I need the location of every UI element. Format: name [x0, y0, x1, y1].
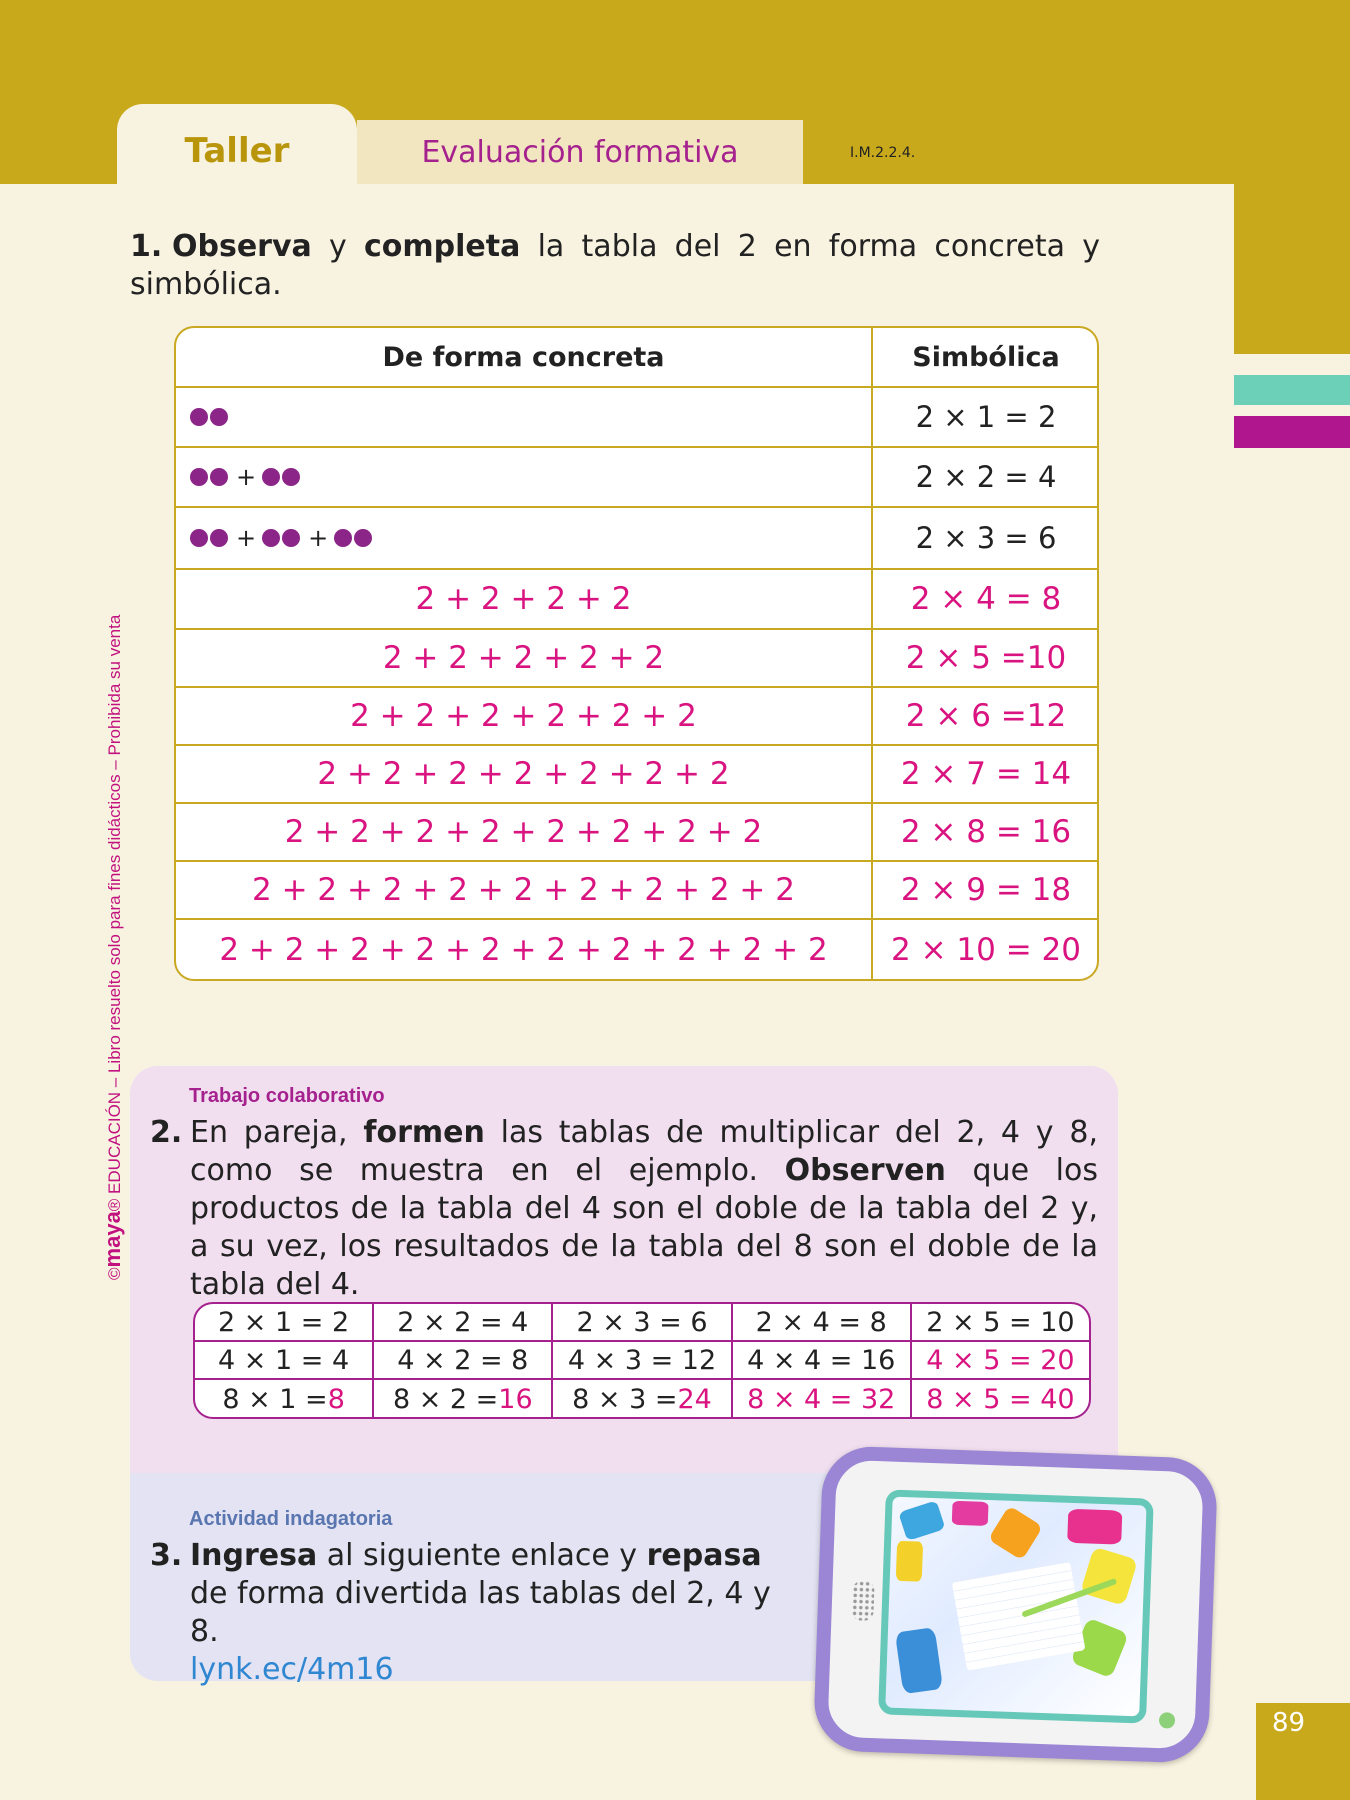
letter-magnet-shape: [1067, 1509, 1122, 1545]
table-cell: 4 × 5 = 20: [926, 1344, 1075, 1376]
header-concrete: De forma concreta: [382, 341, 665, 373]
worksheet-paper-shape: [952, 1561, 1086, 1670]
q3-number: 3.: [150, 1538, 183, 1573]
header-symbolic: Simbólica: [871, 328, 1099, 386]
table-cell: 2 × 1 = 2: [195, 1304, 374, 1340]
concrete-cell: 2 + 2 + 2 + 2 + 2: [382, 640, 665, 676]
table-row: [195, 1304, 1089, 1342]
table-cell: 4 × 4 = 16: [733, 1342, 912, 1378]
table-row: [176, 804, 1097, 862]
dot-icon: [282, 529, 300, 547]
tab-taller-label: Taller: [184, 131, 290, 171]
symbolic-cell: 2 × 10 = 20: [871, 920, 1099, 980]
tab-eval-label: Evaluación formativa: [421, 134, 739, 170]
dot-icon: [354, 529, 372, 547]
table-row: [176, 570, 1097, 630]
table-cell: 8 × 4 = 32: [733, 1380, 912, 1418]
dots-cell: + +: [176, 508, 871, 568]
teal-edge-tab: [1234, 375, 1350, 405]
symbolic-cell: 2 × 2 = 4: [871, 448, 1099, 506]
letter-magnet-shape: [988, 1505, 1043, 1560]
symbolic-cell: 2 × 4 = 8: [871, 570, 1099, 628]
tables-2-4-8: [193, 1302, 1091, 1419]
dots-cell: [176, 388, 871, 446]
label-actividad-indagatoria: Actividad indagatoria: [189, 1508, 393, 1530]
q2-text: En pareja, formen las tablas de multiplicar del 2, 4 y 8, como se muestra en el ejemplo. Observen que los productos de la tabla del 4 son el doble de la tabla del 2 y, a su vez, los resultados de la tabla del 8 son el doble de la tabla del 4.: [190, 1115, 1098, 1302]
table-row: [176, 862, 1097, 920]
symbolic-cell: 2 × 7 = 14: [871, 746, 1099, 802]
table-row: [176, 746, 1097, 804]
tab-evaluacion: [357, 120, 803, 184]
dot-icon: [210, 408, 228, 426]
table-header-row: [176, 328, 1097, 388]
table-cell: 8 × 5 = 40: [926, 1383, 1075, 1415]
table-cell: 2 × 4 = 8: [733, 1304, 912, 1340]
dot-icon: [210, 529, 228, 547]
curriculum-code: I.M.2.2.4.: [850, 145, 916, 161]
concrete-cell: 2 + 2 + 2 + 2 + 2 + 2 + 2: [317, 756, 730, 792]
tablet-screen-image: [878, 1489, 1154, 1723]
tablet-illustration: [813, 1445, 1218, 1764]
question-3: [150, 1537, 800, 1687]
dot-icon: [190, 468, 208, 486]
dot-icon: [190, 529, 208, 547]
concrete-cell: 2 + 2 + 2 + 2 + 2 + 2: [350, 698, 697, 734]
letter-magnet-shape: [952, 1501, 989, 1526]
table-row: [176, 508, 1097, 570]
maya-logo-text: maya: [100, 1211, 125, 1268]
q1-number: 1.: [130, 229, 163, 264]
q2-number: 2.: [150, 1115, 183, 1150]
dot-icon: [334, 529, 352, 547]
table-cell: 8 × 3 = 24: [553, 1380, 732, 1418]
tab-taller: [117, 104, 357, 186]
symbolic-cell: 2 × 3 = 6: [871, 508, 1099, 568]
table-row: [176, 448, 1097, 508]
table-cell: 2 × 2 = 4: [374, 1304, 553, 1340]
dot-icon: [262, 468, 280, 486]
table-cell: 4 × 1 = 4: [195, 1342, 374, 1378]
table-cell: 4 × 3 = 12: [553, 1342, 732, 1378]
q3-text: Ingresa al siguiente enlace y repasa de forma divertida las tablas del 2, 4 y 8. lynk.ec/4m16: [190, 1538, 771, 1687]
concrete-cell: 2 + 2 + 2 + 2 + 2 + 2 + 2 + 2 + 2 + 2: [219, 932, 828, 968]
side-copyright-text: ©maya® EDUCACIÓN – Libro resuelto solo para fines didácticos – Prohibida su venta: [100, 614, 125, 1280]
dot-icon: [190, 408, 208, 426]
table-cell: 8 × 2 = 16: [374, 1380, 553, 1418]
symbolic-cell: 2 × 9 = 18: [871, 862, 1099, 918]
table-cell: 4 × 2 = 8: [374, 1342, 553, 1378]
letter-magnet-shape: [895, 1627, 943, 1694]
dots-cell: +: [176, 448, 871, 506]
table-row: [176, 688, 1097, 746]
symbolic-cell: 2 × 1 = 2: [871, 388, 1099, 446]
dot-icon: [210, 468, 228, 486]
table-cell: 2 × 5 = 10: [926, 1306, 1075, 1338]
symbolic-cell: 2 × 5 =10: [871, 630, 1099, 686]
letter-magnet-shape: [896, 1541, 923, 1582]
concrete-cell: 2 + 2 + 2 + 2 + 2 + 2 + 2 + 2: [284, 814, 763, 850]
dot-icon: [282, 468, 300, 486]
magenta-edge-tab: [1234, 416, 1350, 448]
letter-magnet-shape: [898, 1500, 945, 1541]
table-row: [176, 388, 1097, 448]
table-cell: 2 × 3 = 6: [553, 1304, 732, 1340]
dot-icon: [262, 529, 280, 547]
concrete-cell: 2 + 2 + 2 + 2: [415, 581, 632, 617]
letter-magnet-shape: [1080, 1547, 1138, 1606]
table-row: [195, 1380, 1089, 1418]
led-icon: [1159, 1712, 1176, 1729]
table-cell: 8 × 1 = 8: [195, 1380, 374, 1418]
resource-link[interactable]: lynk.ec/4m16: [190, 1652, 394, 1687]
table-row: [195, 1342, 1089, 1380]
table-row: [176, 630, 1097, 688]
table-row: [176, 920, 1097, 980]
symbolic-cell: 2 × 6 =12: [871, 688, 1099, 744]
concrete-cell: 2 + 2 + 2 + 2 + 2 + 2 + 2 + 2 + 2: [252, 872, 795, 908]
page-number: 89: [1272, 1708, 1306, 1738]
question-1: 1. Observa y completa la tabla del 2 en forma concreta y simbólica.: [130, 229, 1100, 302]
speaker-icon: [851, 1580, 874, 1621]
multiplication-table-2: [174, 326, 1099, 981]
right-edge-band: [1234, 184, 1350, 354]
symbolic-cell: 2 × 8 = 16: [871, 804, 1099, 860]
label-trabajo-colaborativo: Trabajo colaborativo: [189, 1085, 385, 1107]
question-2: [150, 1114, 1098, 1302]
